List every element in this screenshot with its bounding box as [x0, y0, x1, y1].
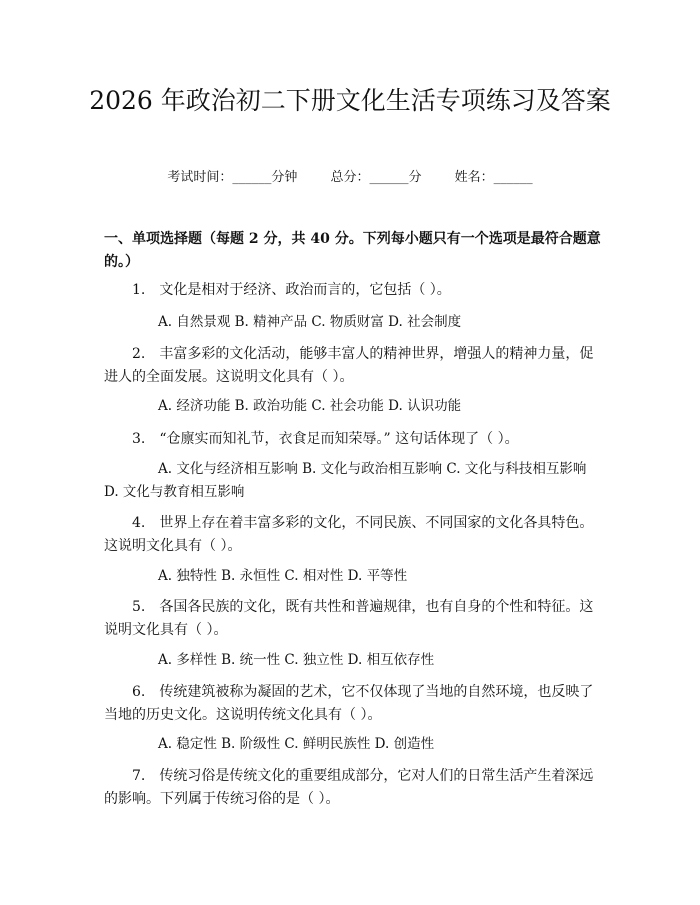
total-score-label: 总分：______分 [330, 170, 422, 185]
question-2: 2. 丰富多彩的文化活动，能够丰富人的精神世界，增强人的精神力量，促进人的全面发展。这说明文化具有（ ）。 [104, 346, 594, 385]
question-1-options: A. 自然景观 B. 精神产品 C. 物质财富 D. 社会制度 [158, 314, 462, 330]
question-4: 4. 世界上存在着丰富多彩的文化，不同民族、不同国家的文化各具特色。这说明文化具有（ ）。 [104, 515, 594, 554]
question-5: 5. 各国各民族的文化，既有共性和普遍规律，也有自身的个性和特征。这说明文化具有（ ）。 [104, 599, 594, 638]
exam-time-label: 考试时间：______分钟 [167, 170, 298, 185]
student-name-label: 姓名：______ [454, 170, 533, 185]
question-5-options: A. 多样性 B. 统一性 C. 独立性 D. 相互依存性 [158, 652, 435, 668]
section-heading: 一、单项选择题（每题 2 分，共 40 分。下列每小题只有一个选项是最符合题意的。） [104, 231, 601, 270]
question-1: 1. 文化是相对于经济、政治而言的，它包括（ ）。 [132, 282, 451, 298]
question-4-options: A. 独特性 B. 永恒性 C. 相对性 D. 平等性 [158, 568, 408, 584]
question-7: 7. 传统习俗是传统文化的重要组成部分，它对人们的日常生活产生着深远的影响。下列属于传统习俗的是（ ）。 [104, 768, 594, 807]
question-6: 6. 传统建筑被称为凝固的艺术，它不仅体现了当地的自然环境，也反映了当地的历史文化。这说明传统文化具有（ ）。 [104, 684, 594, 723]
page-title: 2026 年政治初二下册文化生活专项练习及答案 [89, 86, 611, 115]
question-2-options: A. 经济功能 B. 政治功能 C. 社会功能 D. 认识功能 [158, 398, 462, 414]
question-6-options: A. 稳定性 B. 阶级性 C. 鲜明民族性 D. 创造性 [158, 736, 435, 752]
question-3: 3. “仓廪实而知礼节，衣食足而知荣辱。” 这句话体现了（ ）。 [132, 431, 519, 447]
exam-meta [0, 168, 700, 188]
question-3-options: A. 文化与经济相互影响 B. 文化与政治相互影响 C. 文化与科技相互影响 D. 文化与教育相互影响 [104, 461, 587, 500]
